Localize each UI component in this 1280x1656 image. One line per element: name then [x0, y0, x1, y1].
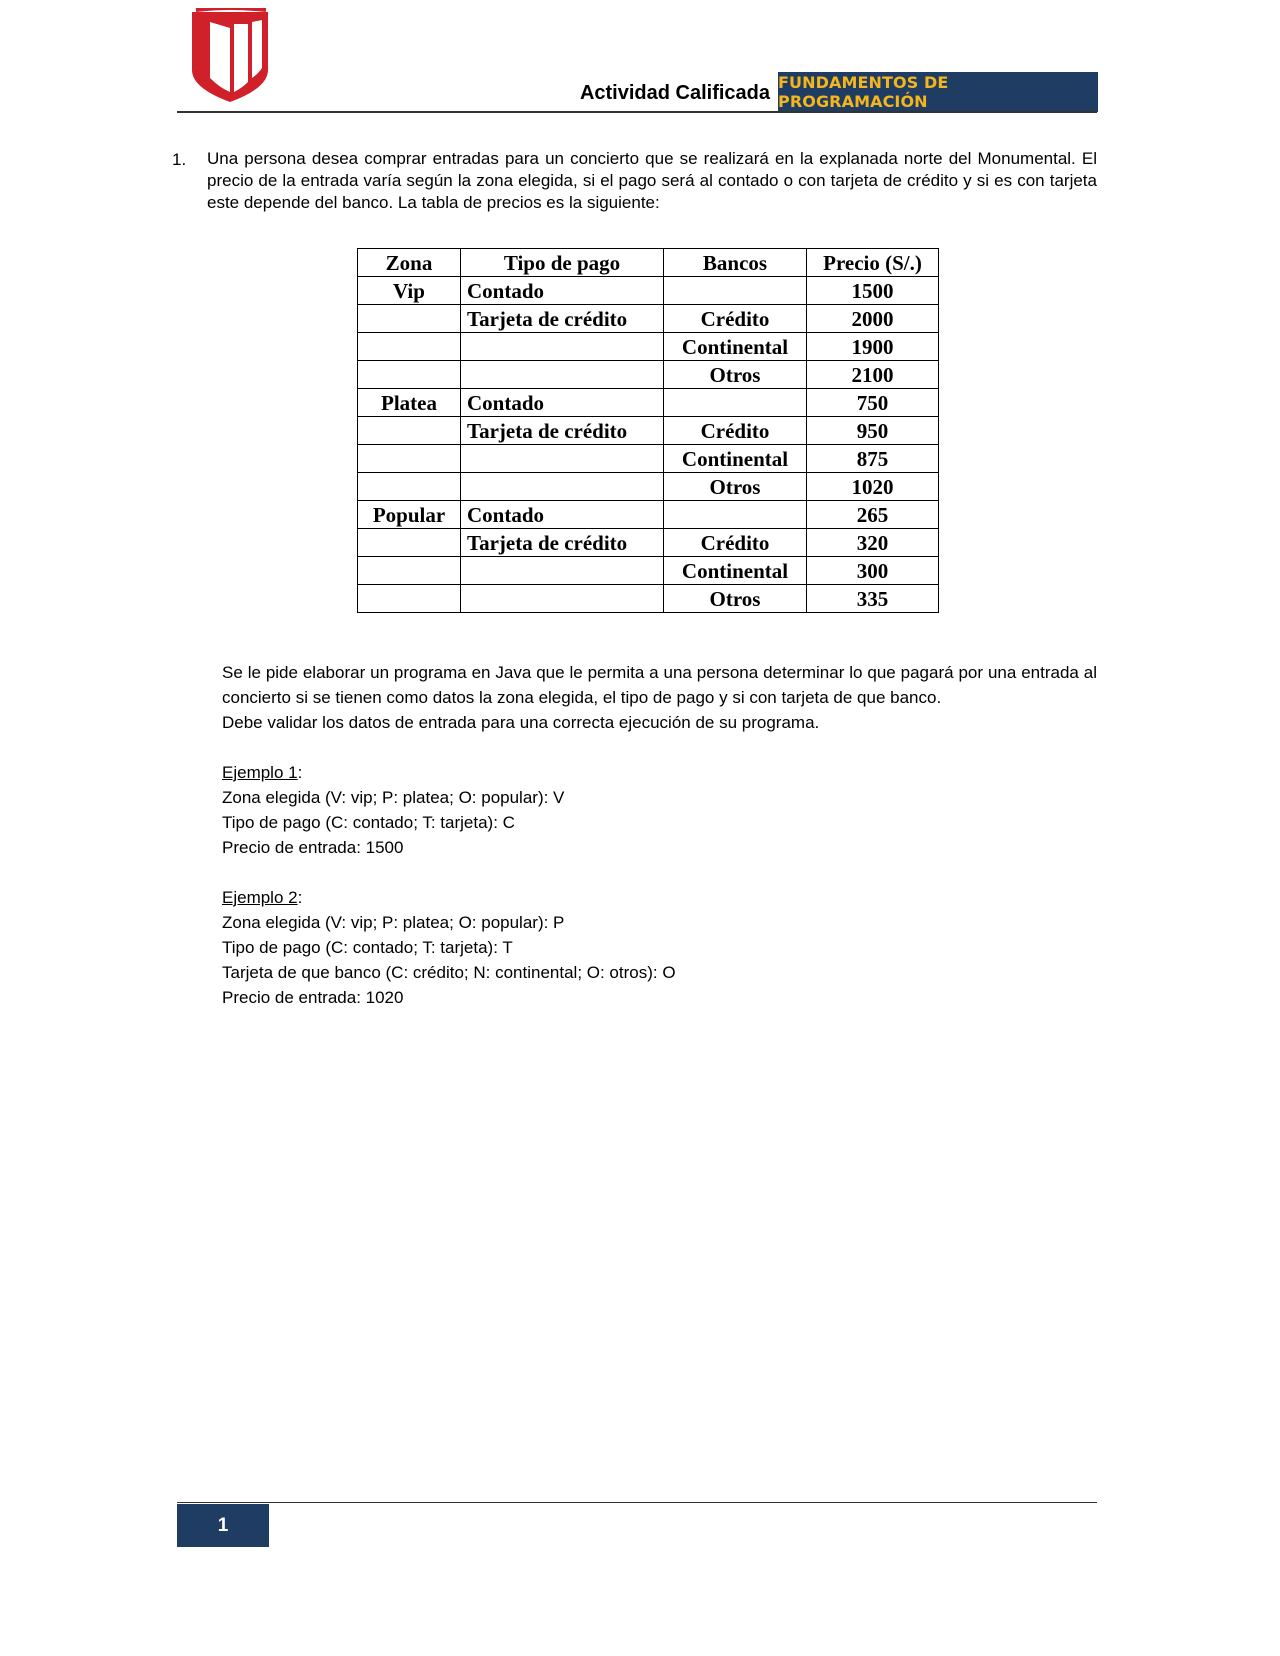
example-1-line: Zona elegida (V: vip; P: platea; O: popular): V [222, 788, 565, 807]
cell-zona: Popular [358, 501, 461, 529]
cell-zona [358, 585, 461, 613]
example-2-line: Tipo de pago (C: contado; T: tarjeta): T [222, 938, 513, 957]
header-title: Actividad Calificada [579, 82, 770, 104]
cell-tipo-de-pago [461, 333, 664, 361]
cell-zona [358, 417, 461, 445]
cell-precio: 300 [807, 557, 939, 585]
cell-zona [358, 333, 461, 361]
course-badge: FUNDAMENTOS DE PROGRAMACIÓN [778, 72, 1098, 112]
cell-precio: 950 [807, 417, 939, 445]
cell-tipo-de-pago: Tarjeta de crédito [461, 305, 664, 333]
table-row [358, 557, 939, 585]
cell-precio: 1500 [807, 277, 939, 305]
cell-tipo-de-pago: Contado [461, 277, 664, 305]
cell-zona [358, 473, 461, 501]
cell-banco: Continental [664, 557, 807, 585]
cell-banco [664, 277, 807, 305]
university-logo-icon [190, 8, 270, 102]
table-row [358, 445, 939, 473]
cell-banco: Otros [664, 361, 807, 389]
header-divider [177, 111, 1097, 113]
example-1-line: Tipo de pago (C: contado; T: tarjeta): C [222, 813, 515, 832]
cell-zona [358, 305, 461, 333]
cell-zona: Vip [358, 277, 461, 305]
cell-precio: 875 [807, 445, 939, 473]
instructions [222, 660, 1097, 1010]
cell-banco: Crédito [664, 305, 807, 333]
header-precio: Precio (S/.) [807, 249, 939, 277]
cell-zona: Platea [358, 389, 461, 417]
cell-banco: Otros [664, 473, 807, 501]
example-1-heading [222, 760, 1097, 785]
cell-banco: Crédito [664, 529, 807, 557]
table-row [358, 389, 939, 417]
cell-banco: Continental [664, 445, 807, 473]
cell-precio: 320 [807, 529, 939, 557]
header-zona: Zona [358, 249, 461, 277]
cell-precio: 750 [807, 389, 939, 417]
cell-zona [358, 445, 461, 473]
instructions-paragraph-1: Se le pide elaborar un programa en Java que le permita a una persona determinar lo que pagará por una entrada al concierto si se tienen como datos la zona elegida, el tipo de pago y si con tarjeta de que banco. [222, 663, 1097, 707]
table-header-row [358, 249, 939, 277]
table-row [358, 277, 939, 305]
table-row [358, 333, 939, 361]
table-row [358, 501, 939, 529]
cell-tipo-de-pago [461, 445, 664, 473]
table-row [358, 529, 939, 557]
cell-zona [358, 529, 461, 557]
cell-tipo-de-pago: Tarjeta de crédito [461, 417, 664, 445]
question-text: Una persona desea comprar entradas para un concierto que se realizará en la explanada norte del Monumental. El precio de la entrada varía según la zona elegida, si el pago será al contado o con tarjeta de crédito y si es con tarjeta este depende del banco. La tabla de precios es la siguiente: [207, 149, 1097, 212]
example-1-line: Precio de entrada: 1500 [222, 838, 404, 857]
example-1-title: Ejemplo 1 [222, 763, 298, 782]
example-2-line: Precio de entrada: 1020 [222, 988, 404, 1007]
cell-precio: 1900 [807, 333, 939, 361]
cell-tipo-de-pago [461, 585, 664, 613]
cell-banco [664, 389, 807, 417]
page-number: 1 [177, 1504, 269, 1547]
cell-zona [358, 557, 461, 585]
cell-banco: Crédito [664, 417, 807, 445]
cell-tipo-de-pago [461, 557, 664, 585]
example-1-colon: : [297, 763, 303, 782]
cell-precio: 335 [807, 585, 939, 613]
table-row [358, 417, 939, 445]
example-2-heading [222, 885, 1097, 910]
table-row [358, 361, 939, 389]
cell-precio: 2100 [807, 361, 939, 389]
cell-precio: 2000 [807, 305, 939, 333]
footer-divider [177, 1502, 1097, 1503]
cell-tipo-de-pago: Tarjeta de crédito [461, 529, 664, 557]
cell-tipo-de-pago: Contado [461, 389, 664, 417]
cell-banco [664, 501, 807, 529]
table-row [358, 305, 939, 333]
example-2-line: Tarjeta de que banco (C: crédito; N: continental; O: otros): O [222, 963, 676, 982]
example-2-title: Ejemplo 2 [222, 888, 298, 907]
example-2-line: Zona elegida (V: vip; P: platea; O: popular): P [222, 913, 565, 932]
cell-precio: 1020 [807, 473, 939, 501]
cell-precio: 265 [807, 501, 939, 529]
instructions-paragraph-2: Debe validar los datos de entrada para una correcta ejecución de su programa. [222, 713, 820, 732]
header-bancos: Bancos [664, 249, 807, 277]
cell-tipo-de-pago: Contado [461, 501, 664, 529]
cell-tipo-de-pago [461, 473, 664, 501]
header-tipo-de-pago: Tipo de pago [461, 249, 664, 277]
question-number: 1. [172, 150, 187, 169]
table-row [358, 585, 939, 613]
price-table [357, 248, 939, 613]
table-row [358, 473, 939, 501]
cell-banco: Continental [664, 333, 807, 361]
example-2-colon: : [297, 888, 303, 907]
cell-banco: Otros [664, 585, 807, 613]
cell-zona [358, 361, 461, 389]
cell-tipo-de-pago [461, 361, 664, 389]
